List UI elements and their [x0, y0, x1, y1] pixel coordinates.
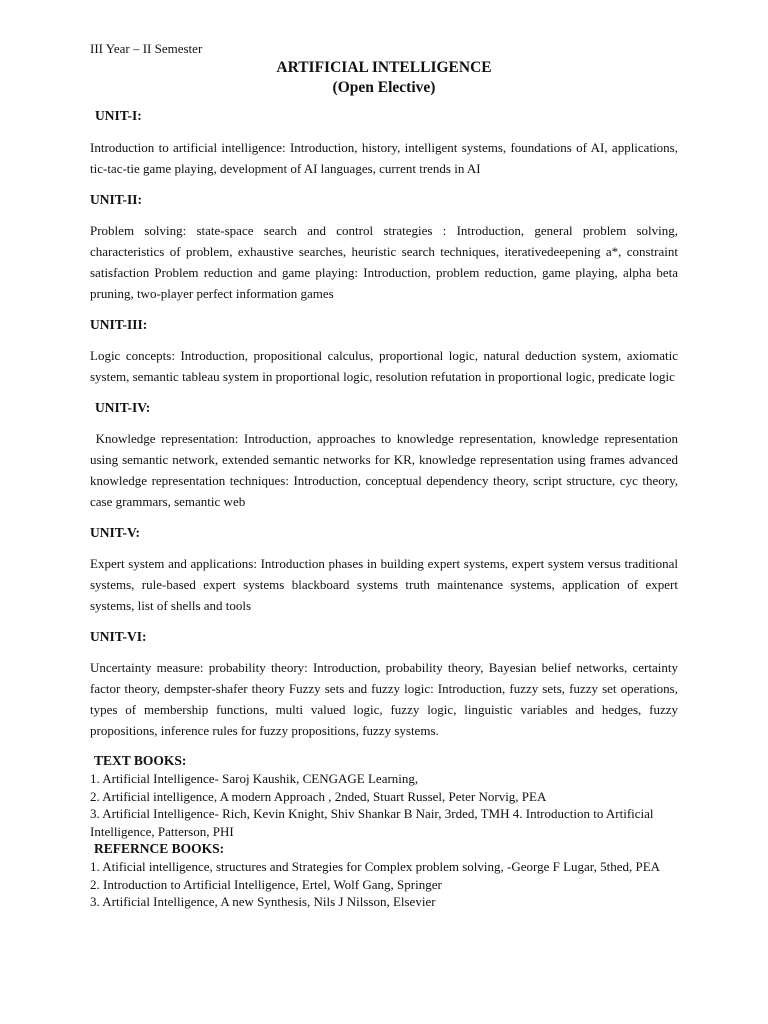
reference-book-item: 3. Artificial Intelligence, A new Synthesis, Nils J Nilsson, Elsevier	[90, 894, 436, 909]
reference-books-heading: REFERNCE BOOKS:	[94, 841, 225, 856]
unit-4-heading: UNIT-IV:	[95, 400, 151, 415]
text-books-list	[90, 770, 678, 840]
unit-3-heading: UNIT-III:	[90, 317, 148, 332]
reference-books-list	[90, 858, 678, 911]
unit-2-body: Problem solving: state-space search and control strategies : Introduction, general problem solving, characteristics of problem, exhaustive searches, heuristic search techniques, iterativedeepening a*, constraint satisfaction Problem reduction and game playing: Introduction, problem reduction, game playing, alpha beta pruning, two-player perfect information games	[90, 223, 678, 301]
unit-6-heading: UNIT-VI:	[90, 629, 147, 644]
semester-label: III Year – II Semester	[90, 41, 203, 56]
text-book-item: 3. Artificial Intelligence- Rich, Kevin Knight, Shiv Shankar B Nair, 3rded, TMH 4. Introduction to Artificial Intelligence, Patterson, PHI	[90, 806, 654, 839]
unit-1-heading: UNIT-I:	[95, 108, 142, 123]
unit-5-heading: UNIT-V:	[90, 525, 141, 540]
course-subtitle: (Open Elective)	[332, 79, 436, 96]
reference-book-item: 1. Atificial intelligence, structures and Strategies for Complex problem solving, -George F Lugar, 5thed, PEA	[90, 859, 661, 874]
unit-3-body: Logic concepts: Introduction, propositional calculus, proportional logic, natural deduction system, axiomatic system, semantic tableau system in proportional logic, resolution refutation in proportional logic, predicate logic	[90, 348, 678, 384]
unit-4-body: Knowledge representation: Introduction, approaches to knowledge representation, knowledge representation using semantic network, extended semantic networks for KR, knowledge representation using frames advanced knowledge representation techniques: Introduction, conceptual dependency theory, script structure, cyc theory, case grammars, semantic web	[90, 431, 682, 509]
reference-book-item: 2. Introduction to Artificial Intelligence, Ertel, Wolf Gang, Springer	[90, 876, 442, 892]
unit-6-body: Uncertainty measure: probability theory: Introduction, probability theory, Bayesian belief networks, certainty factor theory, dempster-shafer theory Fuzzy sets and fuzzy logic: Introduction, fuzzy sets, fuzzy set operations, types of membership functions, multi valued logic, fuzzy logic, linguistic variables and hedges, fuzzy propositions, inference rules for fuzzy propositions, fuzzy systems.	[90, 660, 678, 738]
unit-5-body: Expert system and applications: Introduction phases in building expert systems, expert system versus traditional systems, rule-based expert systems blackboard systems truth maintenance systems, application of expert systems, list of shells and tools	[90, 556, 678, 613]
unit-2-heading: UNIT-II:	[90, 192, 143, 207]
syllabus-page	[90, 40, 682, 911]
text-book-item: 2. Artificial intelligence, A modern Approach , 2nded, Stuart Russel, Peter Norvig, PEA	[90, 788, 547, 804]
unit-1-body: Introduction to artificial intelligence: Introduction, history, intelligent systems, foundations of AI, applications, tic-tac-tie game playing, development of AI languages, current trends in AI	[90, 140, 678, 176]
text-books-heading: TEXT BOOKS:	[94, 753, 187, 768]
course-title: ARTIFICIAL INTELLIGENCE	[276, 59, 492, 76]
text-book-item: 1. Artificial Intelligence- Saroj Kaushik, CENGAGE Learning,	[90, 771, 419, 786]
